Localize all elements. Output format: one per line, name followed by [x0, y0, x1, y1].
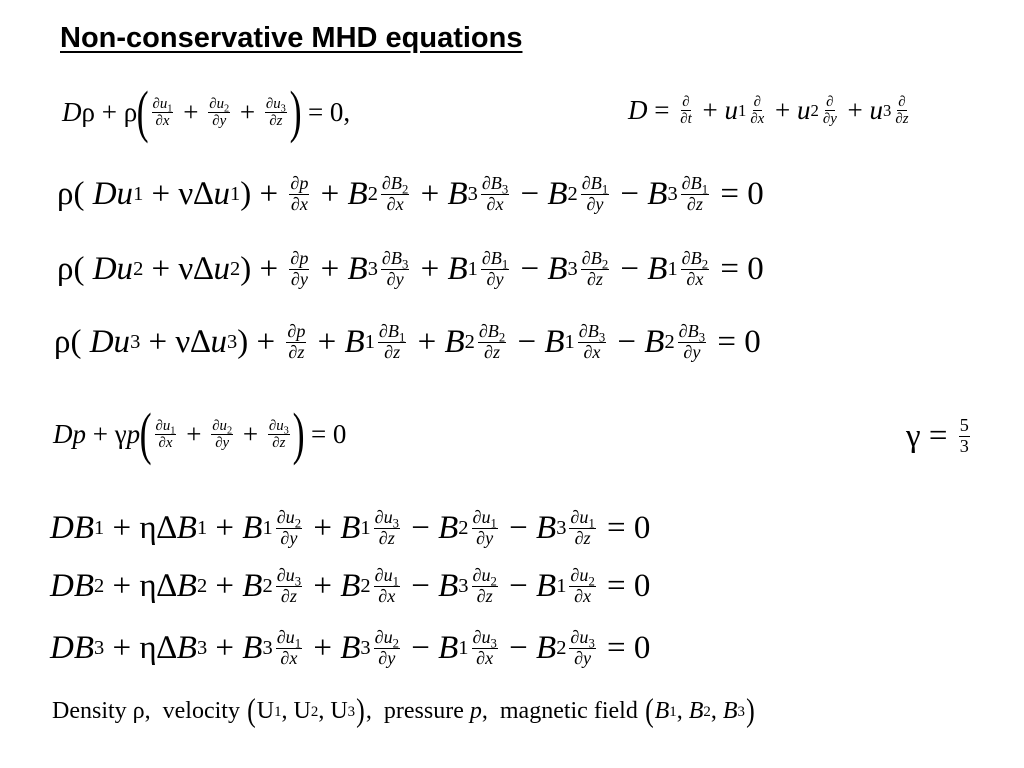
velocity-label: velocity — [162, 698, 240, 725]
continuity-equation: D ρ + ρ ( $\partial u_1$ ∂x + $\frac{\partial u_2}{\partial y}$ + $\frac{\partial u_3}{\partial z}$ ) = 0, — [62, 79, 351, 144]
slide-title: Non-conservative MHD equations — [60, 22, 523, 54]
density-label: Density — [52, 698, 127, 725]
gamma-value: γ = $\frac{5}{3}$ — [906, 415, 969, 456]
magnetic-field-label: magnetic field — [499, 698, 638, 725]
induction-equation-2: DB 2 + η∆ B 2 + B 2 $\partial u_3$ ∂z + B 2 $\partial u_1$ ∂x − B 3 $\partial u_2$ ∂z − B 1 $\frac{\partial u_2}{\partial x}$ = 0 — [50, 565, 651, 606]
momentum-equation-1: ρ( Du 1 + ν∆ u 1 ) + $\frac{\partial p}{\partial x}$ + B 2 $\partial B_2$ ∂x + B 3 $\partial B_3$ ∂x − B 2 $\partial B_1$ ∂y − B 3 $\frac{\partial B_1}{\partial z}$ = 0 — [57, 173, 764, 214]
variable-description: Density ρ, velocity ( U 1 , U 2 , U 3 ) , pressure p , magnetic field ( B 1 , B 2 , B 3 ) — [52, 693, 755, 729]
momentum-equation-3: ρ( Du 3 + ν∆ u 3 ) + $\frac{\partial p}{\partial z}$ + B 1 $\partial B_1$ ∂z + B 2 $\partial B_2$ ∂z − B 1 $\partial B_3$ ∂x − B 2 $\frac{\partial B_3}{\partial y}$ = 0 — [54, 321, 761, 362]
momentum-equation-2: ρ( Du 2 + ν∆ u 2 ) + $\frac{\partial p}{\partial y}$ + B 3 $\partial B_3$ ∂y + B 1 $\partial B_1$ ∂y − B 3 $\partial B_2$ ∂z − B 1 $\frac{\partial B_2}{\partial x}$ = 0 — [57, 248, 764, 289]
induction-equation-1: DB 1 + η∆ B 1 + B 1 $\partial u_2$ ∂y + B 1 $\partial u_3$ ∂z − B 2 $\partial u_1$ ∂y − B 3 $\frac{\partial u_1}{\partial z}$ = 0 — [50, 507, 651, 548]
material-derivative-definition: D = ∂ ∂t + u 1 ∂ ∂x + u 2 ∂ ∂y + u 3 ∂ ∂z — [628, 94, 909, 128]
pressure-label: pressure — [383, 698, 464, 725]
induction-equation-3: DB 3 + η∆ B 3 + B 3 $\partial u_1$ ∂x + B 3 $\partial u_2$ ∂y − B 1 $\partial u_3$ ∂x − B 2 $\frac{\partial u_3}{\partial y}$ = 0 — [50, 627, 651, 668]
pressure-equation: Dp + γ p ( $\partial u_1$ ∂x + $\frac{\partial u_2}{\partial y}$ + $\frac{\partial u_3}{\partial z}$ ) = 0 — [53, 401, 347, 466]
